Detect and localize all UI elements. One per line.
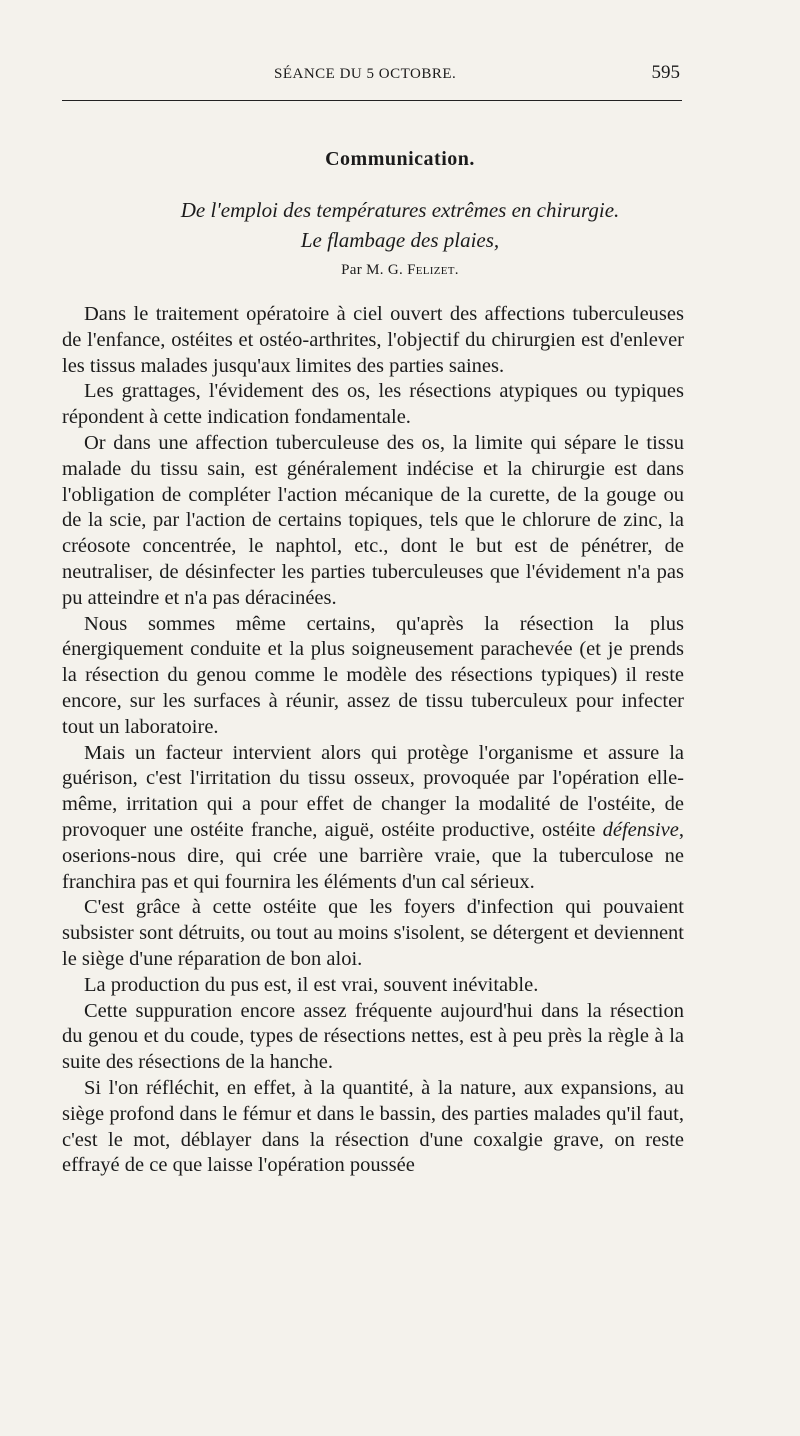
paragraph: La production du pus est, il est vrai, souvent inévitable.	[84, 973, 539, 996]
page-header	[62, 62, 682, 104]
paragraph: Dans le traitement opératoire à ciel ouvert des affections tuberculeuses de l'enfance, ostéites et ostéo-arthrites, l'objectif du chirurgien est d'enlever les tissus malades jusqu'aux limites des parties saines.	[62, 303, 684, 377]
paragraph: Les grattages, l'évidement des os, les résections atypiques ou typiques répondent à cette indication fondamentale.	[62, 380, 684, 429]
paragraph: C'est grâce à cette ostéite que les foyers d'infection qui pouvaient subsister sont détruits, ou tout au moins s'isolent, se détergent et deviennent le siège d'une réparation de bon aloi.	[62, 896, 684, 970]
paragraph: Cette suppuration encore assez fréquente aujourd'hui dans la résection du genou et du coude, types de résections nettes, est à peu près la règle à la suite des résections de la hanche.	[62, 999, 684, 1074]
paragraph: Nous sommes même certains, qu'après la résection la plus énergiquement conduite et la plus soigneusement parachevée (et je prends la résection du genou comme le modèle des résections typiques) il reste encore, sur les surfaces à réunir, assez de tissu tuberculeux pour infecter tout un laboratoire.	[62, 612, 684, 738]
body-text	[62, 302, 684, 1179]
article-title-line-1: De l'emploi des températures extrêmes en chirurgie.	[180, 198, 620, 222]
article-title-line-2: Le flambage des plaies,	[300, 228, 500, 252]
header-rule	[62, 100, 682, 101]
byline	[0, 262, 800, 279]
byline-author: Felizet.	[407, 262, 459, 278]
page-number: 595	[651, 62, 680, 83]
paragraph: Si l'on réfléchit, en effet, à la quantité, à la nature, aux expansions, au siège profond dans le fémur et dans le bassin, des parties malades qu'il faut, c'est le mot, déblayer dans la résection d'une coxalgie grave, on reste effrayé de ce que laisse l'opération poussée	[62, 1076, 684, 1177]
paragraph	[62, 741, 684, 896]
running-head: SÉANCE DU 5 OCTOBRE.	[274, 66, 457, 82]
paragraph-text: , oserions-nous dire, qui crée une barrière vraie, que la tuberculose ne franchira pas et qui fournira les éléments d'un cal sérieux.	[62, 818, 684, 893]
emphasized-word: défensive	[602, 818, 679, 841]
section-heading: Communication.	[325, 148, 475, 170]
paragraph-text: Mais un facteur intervient alors qui protège l'organisme et assure la guérison, c'est l'irritation du tissu osseux, provoquée par l'opération elle-même, irritation qui a pour effet de changer la modalité de l'ostéite, de provoquer une ostéite franche, aiguë, ostéite productive, ostéite	[62, 741, 684, 841]
paragraph: Or dans une affection tuberculeuse des os, la limite qui sépare le tissu malade du tissu sain, est généralement indécise et la chirurgie est dans l'obligation de compléter l'action mécanique de la curette, de la gouge ou de la scie, par l'action de certains topiques, tels que le chlorure de zinc, la créosote concentrée, le naphtol, etc., dont le but est de pénétrer, de neutraliser, de désinfecter les parties tuberculeuses que l'évidement n'a pas pu atteindre et n'a pas déracinées.	[62, 431, 684, 609]
byline-prefix: Par M. G.	[341, 262, 404, 278]
